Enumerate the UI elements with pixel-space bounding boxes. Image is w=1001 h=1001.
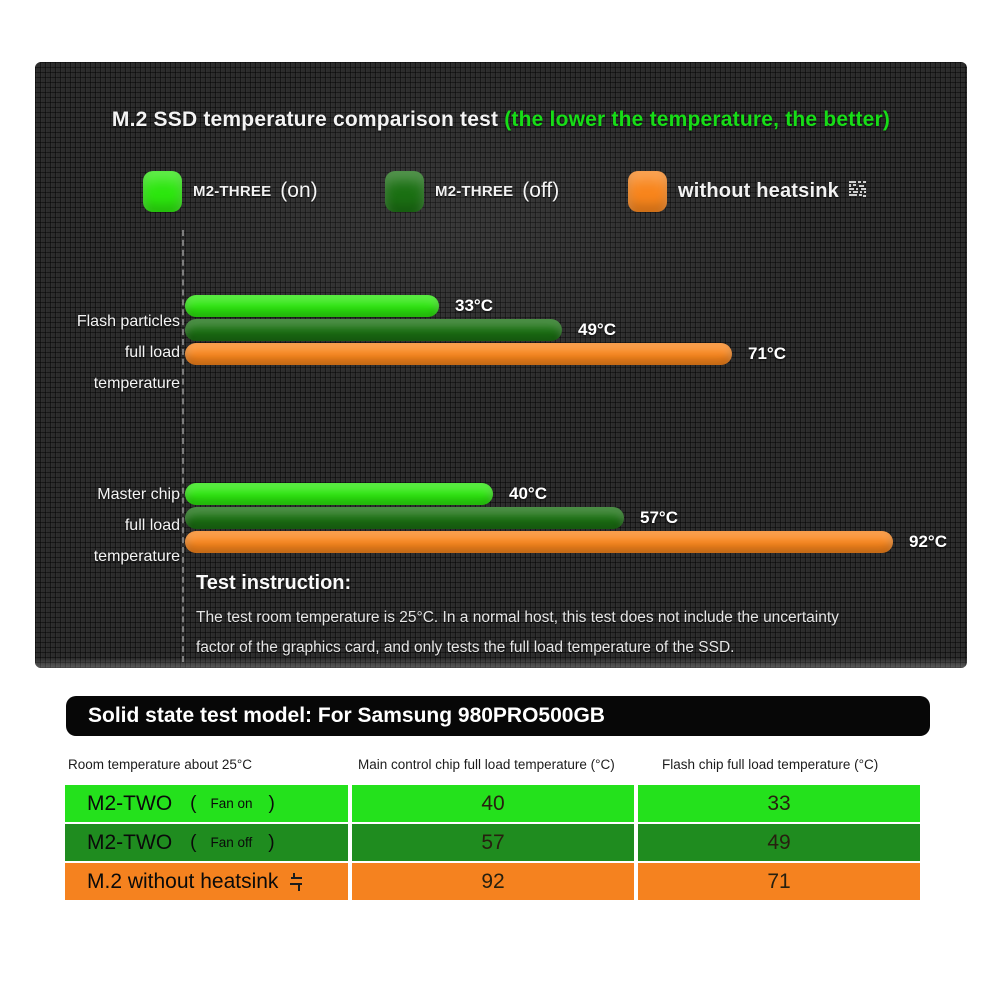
fan-mode-label: Fan off	[210, 835, 253, 850]
bar-without-heatsink-g1	[185, 343, 732, 365]
table-row-3-main-control-value: 92	[352, 863, 634, 900]
bar-m2-three-on--g2	[185, 483, 493, 505]
chart-title	[35, 108, 967, 132]
bar-without-heatsink-g2	[185, 531, 893, 553]
qr-pixel-badge-icon	[847, 180, 868, 204]
table-row-1-model-cell	[65, 785, 348, 822]
orange-swatch-icon	[628, 171, 667, 212]
group-label-line: Flash particles	[76, 313, 180, 330]
group-label-2	[35, 479, 180, 572]
model-name: M2-TWO	[87, 791, 173, 815]
chart-panel	[35, 62, 967, 668]
bar-value-label: 33°C	[455, 296, 493, 315]
legend-item-2	[385, 170, 559, 212]
bar-value-label: 57°C	[640, 508, 678, 527]
chart-title-main: M.2 SSD temperature comparison test	[111, 108, 499, 131]
bar-value-label: 49°C	[578, 320, 616, 339]
bar-value-label: 40°C	[509, 484, 547, 503]
table-row-2-model-cell	[65, 824, 348, 861]
instruction-heading: Test instruction:	[196, 572, 352, 594]
group-label-line: full load temperature	[93, 344, 180, 392]
table-row-1-main-control-value: 40	[352, 785, 634, 822]
table-row-3-flash-value: 71	[638, 863, 920, 900]
bar-m2-three-off--g2	[185, 507, 624, 529]
legend-label: M2-THREE	[435, 182, 514, 200]
table-header-room-temp: Room temperature about 25°C	[68, 757, 252, 772]
chart-title-highlight: (the lower the temperature, the better)	[504, 108, 891, 131]
table-header-main-control: Main control chip full load temperature (°C)	[358, 757, 615, 772]
group-label-line: Master chip	[97, 486, 180, 503]
legend-item-1	[143, 170, 318, 212]
bar-m2-three-off--g1	[185, 319, 562, 341]
model-name: M2-TWO	[87, 830, 173, 854]
bar-value-label: 71°C	[748, 344, 786, 363]
legend-item-3	[628, 170, 839, 212]
model-banner: Solid state test model: For Samsung 980PRO500GB	[66, 696, 930, 736]
paren-close: )	[268, 792, 275, 814]
legend-state-label: (on)	[280, 179, 318, 202]
model-name: M.2 without heatsink	[87, 869, 279, 893]
paren-open: (	[190, 792, 197, 814]
fan-mode-label: Fan on	[210, 796, 253, 811]
bar-value-label: 92°C	[909, 532, 947, 551]
dark-green-swatch-icon	[385, 171, 424, 212]
group-label-line: full load temperature	[93, 517, 180, 565]
bar-m2-three-on--g1	[185, 295, 439, 317]
green-swatch-icon	[143, 171, 182, 212]
instruction-line-2: factor of the graphics card, and only tests the full load temperature of the SSD.	[196, 639, 735, 656]
axis-dashed-line	[182, 230, 184, 662]
legend-state-label: (off)	[522, 179, 560, 202]
table-row-3-model-cell	[65, 863, 348, 900]
legend-label: without heatsink	[678, 179, 839, 202]
paren-close: )	[268, 831, 275, 853]
group-label-1	[35, 306, 180, 399]
legend-label: M2-THREE	[193, 182, 272, 200]
paren-open: (	[190, 831, 197, 853]
table-row-2-main-control-value: 57	[352, 824, 634, 861]
instruction-line-1: The test room temperature is 25°C. In a normal host, this test does not include the uncertainty	[196, 609, 839, 626]
table-row-2-flash-value: 49	[638, 824, 920, 861]
table-header-flash-chip: Flash chip full load temperature (°C)	[662, 757, 879, 772]
table-row-1-flash-value: 33	[638, 785, 920, 822]
pixel-glyph-icon	[288, 870, 304, 894]
